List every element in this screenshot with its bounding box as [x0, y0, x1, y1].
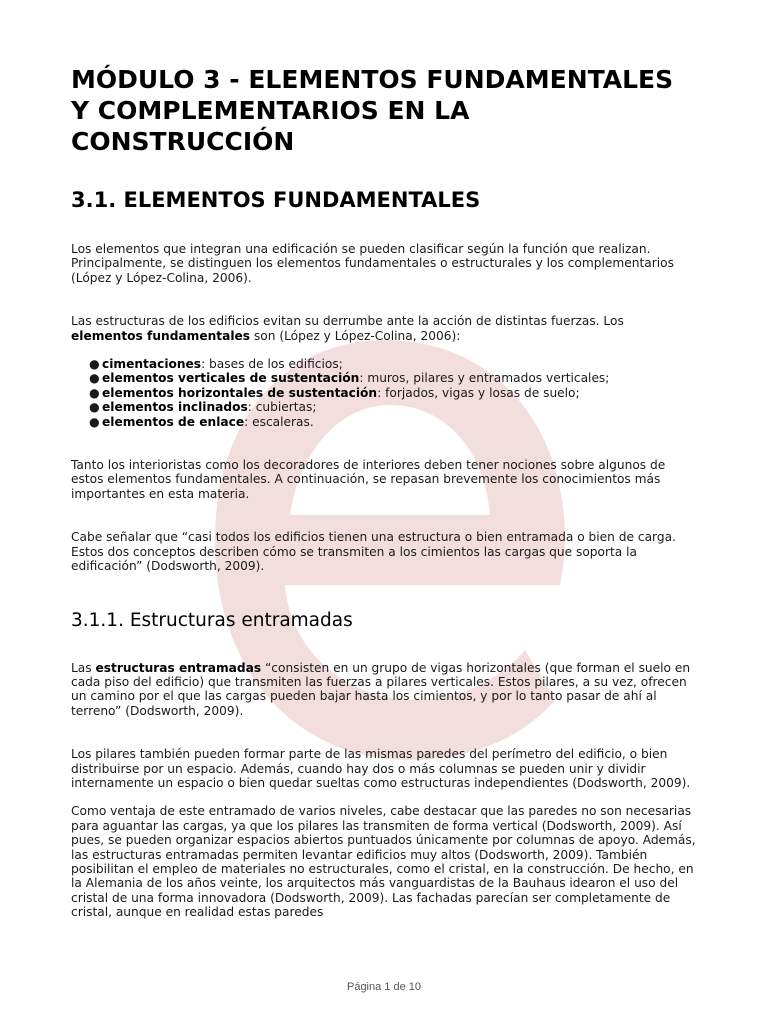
list-item-desc: : escaleras. — [244, 414, 314, 429]
list-item — [89, 357, 697, 371]
list-item — [89, 400, 697, 414]
document-page — [71, 64, 697, 920]
list-item — [89, 415, 697, 429]
list-item-term: elementos horizontales de sustentación — [102, 385, 378, 400]
list-item — [89, 386, 697, 400]
advantage-paragraph: Como ventaja de este entramado de varios niveles, cabe destacar que las paredes no son necesarias para aguantar las cargas, ya que los pilares las transmiten de forma vertical (Dodsworth, 2009). Así pues, se pueden organizar espacios abiertos puntuados únicamente por columnas de apoyo. Además, las estructuras entramadas permiten levantar edificios muy altos (Dodsworth, 2009). También posibilitan el empleo de materiales no estructurales, como el cristal, en la construcción. De hecho, en la Alemania de los años veinte, los arquitectos más vanguardistas de la Bauhaus idearon el uso del cristal de una forma innovadora (Dodsworth, 2009). Las fachadas parecían ser completamente de cristal, aunque en realidad estas paredes — [71, 804, 696, 920]
intro-paragraph: Los elementos que integran una edificación se pueden clasificar según la función que realizan. Principalmente, se distinguen los elementos fundamentales o estructurales y los complementarios (López y López-Colina, 2006). — [71, 242, 674, 285]
framed-text-after: “consisten en un grupo de vigas horizontales (que forman el suelo en cada piso del edificio) que transmiten las fuerzas a pilares verticales. Estos pilares, a su vez, ofrecen un camino por el que las cargas pueden bajar hasta los cimientos, y por lo tanto pasar de ahí al terreno” (Dodsworth, 2009). — [71, 660, 691, 718]
section-heading: 3.1. ELEMENTOS FUNDAMENTALES — [71, 188, 481, 212]
subsection-heading: 3.1.1. Estructuras entramadas — [71, 609, 353, 631]
framed-structures-paragraph — [71, 661, 697, 719]
interiors-paragraph: Tanto los interioristas como los decoradores de interiores deben tener nociones sobre algunos de estos elementos fundamentales. A continuación, se repasan brevemente los conocimientos más importantes en esta materia. — [71, 458, 666, 501]
bullet-icon: ● — [89, 414, 100, 429]
structures-text-before: Las estructuras de los edificios evitan su derrumbe ante la acción de distintas fuerzas. Los — [71, 314, 624, 329]
bullet-icon: ● — [89, 400, 100, 415]
pillars-paragraph: Los pilares también pueden formar parte de las mismas paredes del perímetro del edificio, o bien distribuirse por un espacio. Además, cuando hay dos o más columnas se pueden unir y dividir internamente un espacio o bien quedar sueltas como estructuras independientes (Dodsworth, 2009). — [71, 747, 691, 790]
structures-paragraph — [71, 314, 697, 343]
elements-list — [89, 357, 697, 429]
list-item-desc: : forjados, vigas y losas de suelo; — [377, 385, 580, 400]
framed-text-before: Las — [71, 660, 96, 675]
module-title: MÓDULO 3 - ELEMENTOS FUNDAMENTALES Y COMPLEMENTARIOS EN LA CONSTRUCCIÓN — [71, 65, 674, 156]
bullet-icon: ● — [89, 371, 100, 386]
list-item-term: elementos inclinados — [102, 400, 248, 415]
framed-bold-term: estructuras entramadas — [95, 660, 262, 675]
list-item-term: elementos de enlace — [102, 414, 245, 429]
list-item-desc: : bases de los edificios; — [201, 357, 343, 372]
bullet-icon: ● — [89, 385, 100, 400]
list-item-desc: : cubiertas; — [247, 400, 317, 415]
list-item — [89, 371, 697, 385]
list-item-desc: : muros, pilares y entramados verticales; — [359, 371, 610, 386]
list-item-term: elementos verticales de sustentación — [102, 371, 360, 386]
bullet-icon: ● — [89, 357, 100, 372]
structures-text-after: son (López y López-Colina, 2006): — [250, 328, 461, 343]
page-footer: Página 1 de 10 — [346, 981, 421, 993]
list-item-term: cimentaciones — [102, 357, 202, 372]
quote-paragraph: Cabe señalar que “casi todos los edificios tienen una estructura o bien entramada o bien de carga. Estos dos conceptos describen cómo se transmiten a los cimientos las cargas que soporta la edificación” (Dodsworth, 2009). — [71, 530, 676, 574]
structures-bold-term: elementos fundamentales — [71, 328, 251, 343]
